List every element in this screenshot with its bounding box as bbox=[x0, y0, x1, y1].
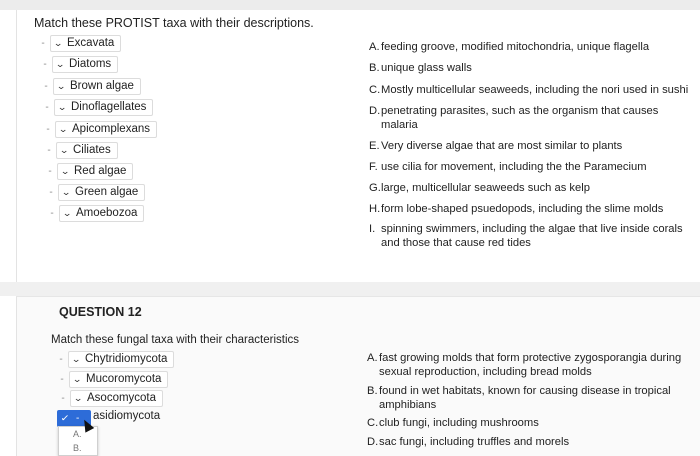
question-12-heading: QUESTION 12 bbox=[59, 305, 142, 319]
description-letter: H. bbox=[369, 203, 381, 215]
dash-marker: - bbox=[41, 37, 45, 49]
match-item-label: Diatoms bbox=[69, 58, 112, 70]
match-select[interactable] bbox=[55, 121, 157, 138]
description-text: club fungi, including mushrooms bbox=[379, 417, 539, 429]
match-row bbox=[47, 204, 144, 222]
match-row bbox=[57, 370, 168, 388]
match-item-label: Mucoromycota bbox=[86, 373, 162, 385]
description-text-continued: amphibians bbox=[379, 399, 437, 411]
description-item bbox=[369, 202, 663, 216]
dash-marker: - bbox=[50, 207, 54, 219]
match-item-label: Dinoflagellates bbox=[71, 101, 147, 113]
match-select[interactable] bbox=[58, 184, 145, 201]
description-item bbox=[369, 181, 590, 195]
chevron-down-icon: ⌄ bbox=[57, 101, 68, 112]
match-item-label: Asocomycota bbox=[87, 392, 157, 404]
match-item-label: Green algae bbox=[75, 186, 139, 198]
match-item-label: Brown algae bbox=[70, 80, 134, 92]
dash-marker: - bbox=[48, 165, 52, 177]
match-row bbox=[46, 183, 145, 201]
match-item-label: asidiomycota bbox=[93, 410, 161, 422]
description-letter: B. bbox=[367, 385, 378, 397]
description-item bbox=[369, 83, 688, 97]
dash-marker: - bbox=[76, 412, 80, 424]
description-letter: F. bbox=[369, 161, 378, 173]
description-text-continued: and those that cause red tides bbox=[381, 237, 531, 249]
description-item bbox=[369, 160, 647, 174]
description-letter: E. bbox=[369, 140, 380, 152]
description-letter: C. bbox=[367, 417, 379, 429]
description-letter: G. bbox=[369, 182, 381, 194]
description-text: unique glass walls bbox=[381, 62, 472, 74]
description-text: form lobe-shaped psuedopods, including the slime molds bbox=[381, 203, 664, 215]
description-item bbox=[369, 222, 683, 250]
description-text-continued: malaria bbox=[381, 119, 418, 131]
description-letter: D. bbox=[369, 105, 381, 117]
match-row bbox=[45, 162, 133, 180]
match-select[interactable] bbox=[59, 205, 144, 222]
match-row bbox=[43, 120, 157, 138]
chevron-down-icon: ⌄ bbox=[55, 58, 66, 69]
chevron-down-icon: ⌄ bbox=[59, 144, 70, 155]
dash-marker: - bbox=[49, 186, 53, 198]
match-item-label: Ciliates bbox=[73, 144, 111, 156]
match-select[interactable] bbox=[69, 371, 168, 388]
chevron-down-icon: ⌄ bbox=[73, 392, 84, 403]
description-text: spinning swimmers, including the algae that live inside corals bbox=[381, 223, 683, 235]
match-row bbox=[44, 141, 118, 159]
description-letter: D. bbox=[367, 436, 379, 448]
match-select[interactable] bbox=[70, 390, 163, 407]
chevron-down-icon: ⌄ bbox=[72, 373, 83, 384]
description-letter: A. bbox=[367, 352, 378, 364]
description-text-continued: sexual reproduction, including bread molds bbox=[379, 366, 592, 378]
match-row bbox=[42, 98, 153, 116]
description-item bbox=[367, 416, 539, 430]
description-letter: I. bbox=[369, 223, 376, 235]
dash-marker: - bbox=[44, 80, 48, 92]
chevron-down-icon: ⌄ bbox=[56, 80, 67, 91]
dash-marker: - bbox=[60, 373, 64, 385]
dash-marker: - bbox=[47, 144, 51, 156]
check-icon: ✓ bbox=[60, 412, 71, 423]
dash-marker: - bbox=[59, 353, 63, 365]
match-row bbox=[56, 350, 174, 368]
match-select[interactable] bbox=[54, 99, 153, 116]
dropdown-option-a[interactable]: A. bbox=[73, 429, 82, 439]
match-item-label: Amoebozoa bbox=[76, 207, 138, 219]
match-select[interactable] bbox=[50, 35, 121, 52]
match-select[interactable] bbox=[56, 142, 118, 159]
description-text: use cilia for movement, including the the Paramecium bbox=[381, 161, 647, 173]
dash-marker: - bbox=[45, 101, 49, 113]
chevron-down-icon: ⌄ bbox=[60, 165, 71, 176]
match-item-label: Apicomplexans bbox=[72, 123, 150, 135]
description-letter: C. bbox=[369, 84, 381, 96]
description-text: penetrating parasites, such as the organism that causes bbox=[381, 105, 659, 117]
description-text: found in wet habitats, known for causing disease in tropical bbox=[379, 385, 671, 397]
question-separator bbox=[0, 282, 700, 296]
chevron-down-icon: ⌄ bbox=[58, 123, 69, 134]
description-item bbox=[369, 104, 658, 132]
match-item-label: Excavata bbox=[67, 37, 115, 49]
match-select[interactable] bbox=[53, 78, 141, 95]
description-letter: B. bbox=[369, 62, 380, 74]
question-12-prompt: Match these fungal taxa with their characteristics bbox=[51, 334, 300, 346]
description-letter: A. bbox=[369, 41, 380, 53]
match-row bbox=[40, 55, 118, 73]
match-item-label: Red algae bbox=[74, 165, 127, 177]
description-item bbox=[367, 384, 671, 412]
dropdown-option-b[interactable]: B. bbox=[73, 443, 82, 453]
description-item bbox=[367, 435, 569, 449]
dropdown-options-list bbox=[58, 426, 98, 456]
chevron-down-icon: ⌄ bbox=[61, 186, 72, 197]
description-text: Mostly multicellular seaweeds, including the nori used in sushi bbox=[381, 84, 689, 96]
match-row bbox=[58, 389, 163, 407]
top-divider bbox=[0, 0, 700, 10]
description-item bbox=[369, 40, 649, 54]
description-text: large, multicellular seaweeds such as kelp bbox=[381, 182, 590, 194]
chevron-down-icon: ⌄ bbox=[53, 37, 64, 48]
description-item bbox=[367, 351, 681, 379]
chevron-down-icon: ⌄ bbox=[62, 207, 73, 218]
description-text: sac fungi, including truffles and morels bbox=[379, 436, 570, 448]
match-select[interactable] bbox=[57, 163, 133, 180]
question-11-prompt: Match these PROTIST taxa with their descriptions. bbox=[34, 16, 314, 30]
match-select[interactable] bbox=[68, 351, 174, 368]
match-row bbox=[41, 77, 141, 95]
dash-marker: - bbox=[46, 123, 50, 135]
match-item-label: Chytridiomycota bbox=[85, 353, 168, 365]
match-row bbox=[38, 34, 121, 52]
description-text: Very diverse algae that are most similar to plants bbox=[381, 140, 623, 152]
dash-marker: - bbox=[43, 58, 47, 70]
chevron-down-icon: ⌄ bbox=[71, 353, 82, 364]
description-item bbox=[369, 139, 622, 153]
description-text: feeding groove, modified mitochondria, unique flagella bbox=[381, 41, 650, 53]
description-item bbox=[369, 61, 472, 75]
description-text: fast growing molds that form protective zygosporangia during bbox=[379, 352, 682, 364]
dash-marker: - bbox=[61, 392, 65, 404]
match-select[interactable] bbox=[52, 56, 118, 73]
